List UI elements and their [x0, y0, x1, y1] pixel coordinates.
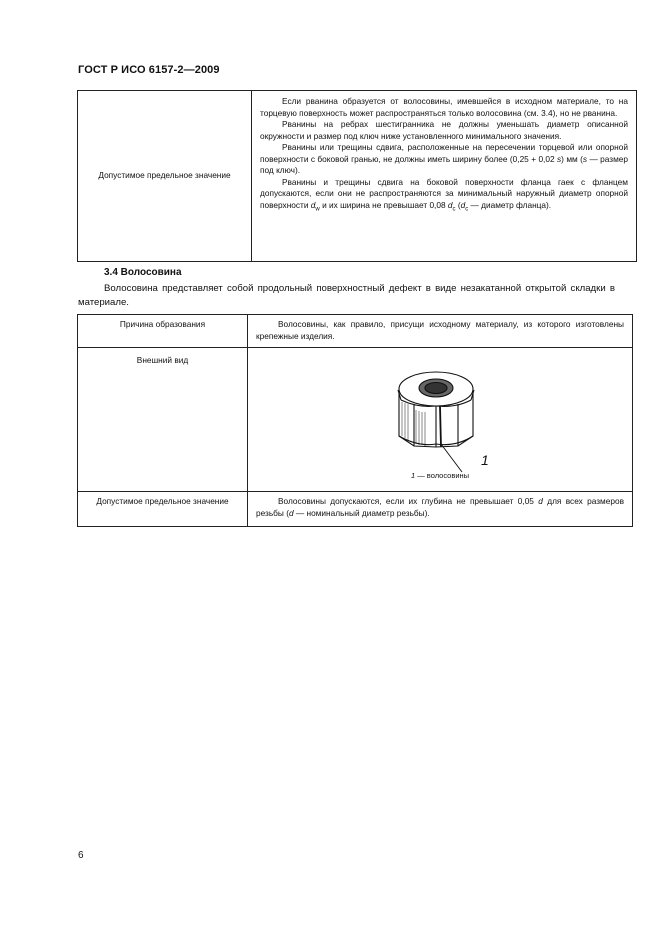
paragraph-2: Рванины на ребрах шестигранника не должны уменьшать диаметр описанной окружности и размер под ключ ниже установленного минимального значения.: [260, 119, 628, 141]
tolerance-text-cell: [252, 91, 637, 262]
figure-caption: 1 — волосовины: [410, 471, 470, 480]
appearance-figure-cell: [248, 348, 633, 492]
paragraph-1: Если рванина образуется от волосовины, имевшейся в исходном материале, то на торцевую поверхность может распространяться только волосовина (см. 3.4), но не рванина.: [260, 96, 628, 118]
row3-text: Волосовины допускаются, если их глубина не превышает 0,05 d для всех размеров резьбы (d — номинальный диаметр резьбы).: [256, 496, 624, 518]
hex-nut-figure: [248, 348, 616, 484]
hex-nut-drawing: [398, 372, 474, 472]
row-label-tolerance: Допустимое предельное значение: [78, 91, 252, 262]
section-title: 3.4 Волосовина: [104, 267, 182, 278]
document-header: ГОСТ Р ИСО 6157-2—2009: [78, 64, 220, 76]
paragraph-4: Рванины и трещины сдвига на боковой поверхности фланца гаек с фланцем допускаются, если они не распространяются за минимальный наружный диаметр опорной поверхности $d_w$ и их ширина не превышает 0,08 $d_c$ ($d_c$ — диаметр фланца).: [260, 176, 628, 213]
tolerance-text-cell-2: [248, 492, 633, 527]
row-label-cause: Причина образования: [78, 315, 248, 348]
row-label-tolerance-2: Допустимое предельное значение: [78, 492, 248, 527]
cause-text-cell: Волосовины, как правило, присущи исходному материалу, из которого изготовлены крепежные изделия.: [248, 315, 633, 348]
tolerance-table-tears: [77, 90, 637, 262]
section-text: Волосовина представляет собой продольный поверхностный дефект в виде незакатанной открытой складки в материале.: [78, 283, 615, 308]
paragraph-3: Рванины или трещины сдвига, расположенные на пересечении торцевой или опорной поверхности с боковой гранью, не должны иметь ширину более (0,25 + 0,02 s) мм (s — размер под ключ).: [260, 142, 629, 175]
row-label-appearance: Внешний вид: [78, 348, 248, 492]
callout-number: 1: [481, 452, 489, 468]
defect-table-seams: [77, 314, 633, 527]
page-number: 6: [78, 850, 84, 861]
